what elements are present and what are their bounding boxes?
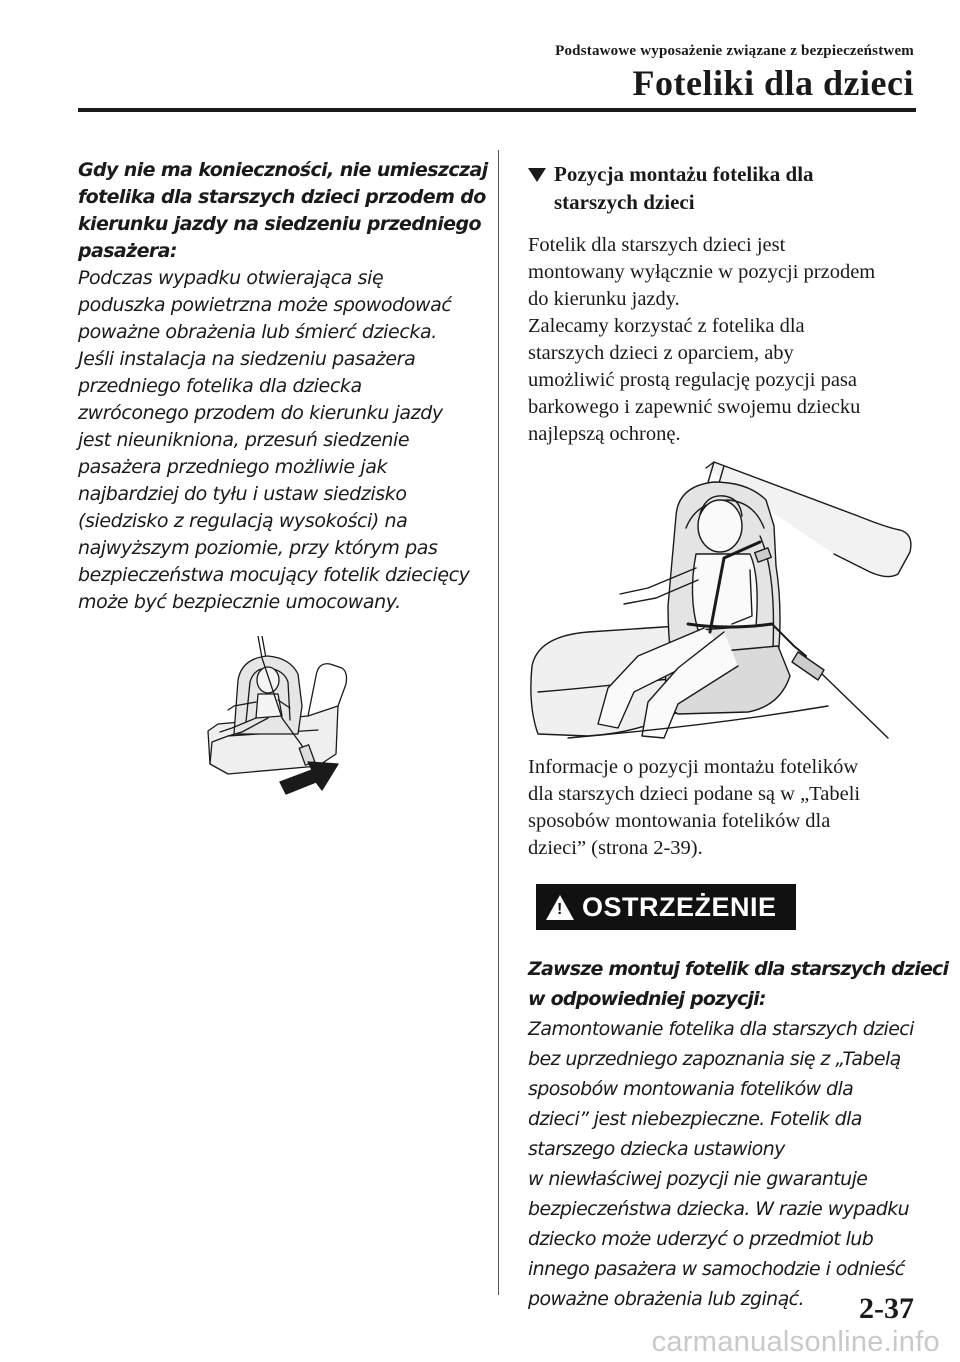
warning-text-line: jest nieunikniona, przesuń siedzenie — [78, 429, 410, 451]
intro-text-line: umożliwić prostą regulację pozycji pasa — [528, 369, 858, 391]
intro-text-line: Fotelik dla starszych dzieci jest — [528, 234, 786, 256]
booster-seat-illustration — [528, 456, 923, 746]
warning-text-line: bez uprzedniego zapoznania się z „Tabelą — [528, 1048, 901, 1070]
warning-text-line: Jeśli instalacja na siedzeniu pasażera — [78, 348, 416, 370]
warning-text-line: (siedzisko z regulacją wysokości) na — [78, 510, 408, 532]
column-divider — [498, 150, 499, 1295]
page-number: 2-37 — [859, 1292, 914, 1325]
info-text-line: Informacje o pozycji montażu fotelików — [528, 756, 859, 778]
warning-text-line: bezpieczeństwa dziecka. W razie wypadku — [528, 1198, 910, 1220]
front-seat-illustration — [198, 636, 473, 806]
warning-box — [528, 884, 923, 930]
warning-text-line: przedniego fotelika dla dziecka — [78, 375, 362, 397]
intro-text-line: barkowego i zapewnić swojemu dziecku — [528, 396, 861, 418]
warning-text-line: sposobów montowania fotelików dla — [528, 1078, 854, 1100]
running-header-title: Foteliki dla dzieci — [632, 63, 914, 103]
warning-text-line: pasażera przedniego możliwie jak — [78, 456, 388, 478]
warning-text-line: poważne obrażenia lub zginąć. — [528, 1288, 804, 1310]
info-text-line: dla starszych dzieci podane są w „Tabeli — [528, 783, 861, 805]
warning-text-line: dzieci” jest niebezpieczne. Fotelik dla — [528, 1108, 862, 1130]
warning-body — [528, 954, 949, 1314]
warning-text-line: najwyższym poziomie, przy którym pas — [78, 537, 438, 559]
warning-heading-line: Zawsze montuj fotelik dla starszych dzieci — [528, 958, 949, 980]
warning-heading-line: pasażera: — [78, 240, 177, 262]
warning-text-line: zwróconego przodem do kierunku jazdy — [78, 402, 443, 424]
running-header-subtitle: Podstawowe wyposażenie związane z bezpieczeństwem — [555, 43, 914, 59]
intro-text-line: do kierunku jazdy. — [528, 288, 680, 310]
warning-heading-line: w odpowiedniej pozycji: — [528, 988, 766, 1010]
warning-text-line: Zamontowanie fotelika dla starszych dzieci — [528, 1018, 914, 1040]
warning-text-line: starszego dziecka ustawiony — [528, 1138, 785, 1160]
warning-text-line: najbardziej do tyłu i ustaw siedzisko — [78, 483, 407, 505]
warning-text-line: bezpieczeństwa mocujący fotelik dziecięcy — [78, 564, 470, 586]
watermark: carmanualsonline.info — [651, 1326, 940, 1358]
warning-text-line: poduszka powietrzna może spowodować — [78, 294, 452, 316]
section-heading-line: Pozycja montażu fotelika dla — [554, 162, 814, 186]
info-text — [528, 754, 923, 862]
right-column — [528, 160, 949, 1314]
warning-text — [78, 265, 473, 616]
warning-text-line: innego pasażera w samochodzie i odnieść — [528, 1258, 905, 1280]
warning-heading-line: kierunku jazdy na siedzeniu przedniego — [78, 213, 481, 235]
intro-text-line: Zalecamy korzystać z fotelika dla — [528, 315, 805, 337]
left-column — [78, 157, 488, 806]
warning-icon: ! — [546, 895, 574, 920]
warning-text-line: Podczas wypadku otwierająca się — [78, 267, 384, 289]
warning-text-line: w niewłaściwej pozycji nie gwarantuje — [528, 1168, 868, 1190]
warning-text-line: poważne obrażenia lub śmierć dziecka. — [78, 321, 437, 343]
intro-text-line: starszych dzieci z oparciem, aby — [528, 342, 794, 364]
triangle-bullet-icon — [528, 168, 546, 182]
warning-badge — [536, 884, 796, 930]
info-text-line: sposobów montowania fotelików dla — [528, 810, 831, 832]
intro-text-line: montowany wyłącznie w pozycji przodem — [528, 261, 876, 283]
warning-text-line: może być bezpiecznie umocowany. — [78, 591, 401, 613]
section-heading — [528, 160, 923, 216]
warning-heading — [78, 157, 488, 265]
intro-text — [528, 232, 923, 448]
section-heading-line: starszych dzieci — [554, 190, 695, 214]
header-rule — [78, 108, 916, 112]
info-text-line: dzieci” (strona 2-39). — [528, 837, 703, 859]
warning-label: OSTRZEŻENIE — [582, 891, 777, 922]
intro-text-line: najlepszą ochronę. — [528, 423, 681, 445]
warning-text-line: dziecko może uderzyć o przedmiot lub — [528, 1228, 874, 1250]
warning-heading-line: fotelika dla starszych dzieci przodem do — [78, 186, 486, 208]
warning-heading-line: Gdy nie ma konieczności, nie umieszczaj — [78, 159, 488, 181]
